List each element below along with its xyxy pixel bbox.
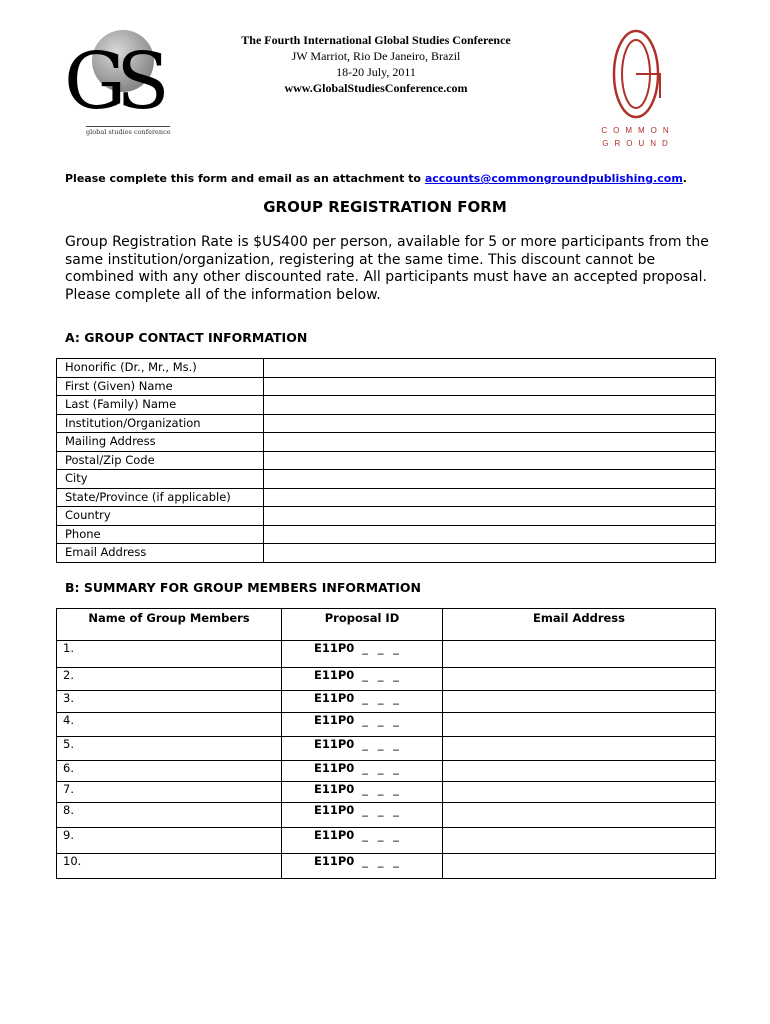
- member-name-cell[interactable]: [57, 803, 282, 828]
- member-email-cell[interactable]: [443, 691, 716, 713]
- contact-row: [57, 470, 716, 489]
- member-name-cell[interactable]: [57, 691, 282, 713]
- contact-field-label: State/Province (if applicable): [57, 488, 264, 507]
- proposal-blanks: _ _ _: [362, 761, 402, 775]
- contact-row: [57, 359, 716, 378]
- contact-row: [57, 451, 716, 470]
- proposal-id-cell[interactable]: [282, 641, 443, 668]
- contact-field-value[interactable]: [264, 414, 716, 433]
- proposal-blanks: _ _ _: [362, 803, 402, 817]
- contact-field-value[interactable]: [264, 359, 716, 378]
- member-row: [57, 691, 716, 713]
- member-number: 2.: [63, 668, 74, 682]
- contact-row: [57, 488, 716, 507]
- proposal-blanks: _ _ _: [362, 691, 402, 705]
- member-email-cell[interactable]: [443, 782, 716, 803]
- member-row: [57, 737, 716, 761]
- contact-field-label: Last (Family) Name: [57, 396, 264, 415]
- contact-field-value[interactable]: [264, 433, 716, 452]
- member-number: 5.: [63, 737, 74, 751]
- contact-field-value[interactable]: [264, 488, 716, 507]
- proposal-prefix: E11P0: [314, 782, 355, 796]
- contact-field-label: Phone: [57, 525, 264, 544]
- proposal-id-cell[interactable]: [282, 828, 443, 854]
- proposal-prefix: E11P0: [314, 761, 355, 775]
- contact-row: [57, 433, 716, 452]
- intro-paragraph: Group Registration Rate is $US400 per person, available for 5 or more participants from the same institution/organization, registering at the same time. This discount cannot be combined with any other discounted rate. All participants must have an accepted proposal. Please complete all of the information below.: [65, 234, 709, 303]
- member-number: 1.: [63, 641, 74, 655]
- contact-row: [57, 544, 716, 563]
- contact-row: [57, 507, 716, 526]
- form-title: GROUP REGISTRATION FORM: [263, 198, 507, 216]
- proposal-prefix: E11P0: [314, 854, 355, 868]
- conference-title: The Fourth International Global Studies Conference: [241, 33, 511, 47]
- contact-field-value[interactable]: [264, 377, 716, 396]
- logo-caption: global studies conference: [86, 128, 171, 136]
- conference-dates: 18-20 July, 2011: [336, 65, 416, 79]
- proposal-blanks: _ _ _: [362, 668, 402, 682]
- member-email-cell[interactable]: [443, 828, 716, 854]
- member-row: [57, 782, 716, 803]
- proposal-id-cell[interactable]: [282, 737, 443, 761]
- contact-field-value[interactable]: [264, 507, 716, 526]
- contact-field-value[interactable]: [264, 396, 716, 415]
- common-ground-logo: [596, 28, 680, 152]
- member-name-cell[interactable]: [57, 828, 282, 854]
- instruction-line: [65, 172, 687, 185]
- proposal-id-cell[interactable]: [282, 713, 443, 737]
- logo-rule: [86, 126, 170, 127]
- member-email-cell[interactable]: [443, 854, 716, 879]
- contact-field-label: Institution/Organization: [57, 414, 264, 433]
- proposal-prefix: E11P0: [314, 691, 355, 705]
- instruction-suffix: .: [682, 172, 687, 185]
- member-number: 10.: [63, 854, 82, 868]
- proposal-prefix: E11P0: [314, 713, 355, 727]
- proposal-id-cell[interactable]: [282, 782, 443, 803]
- column-header-proposal-id: Proposal ID: [282, 609, 443, 641]
- member-name-cell[interactable]: [57, 737, 282, 761]
- member-email-cell[interactable]: [443, 668, 716, 691]
- member-row: [57, 641, 716, 668]
- member-row: [57, 668, 716, 691]
- member-name-cell[interactable]: [57, 668, 282, 691]
- member-row: [57, 854, 716, 879]
- contact-field-value[interactable]: [264, 451, 716, 470]
- contact-field-value[interactable]: [264, 525, 716, 544]
- proposal-blanks: _ _ _: [362, 782, 402, 796]
- conference-venue: JW Marriot, Rio De Janeiro, Brazil: [291, 49, 461, 63]
- member-row: [57, 803, 716, 828]
- proposal-id-cell[interactable]: [282, 803, 443, 828]
- contact-field-value[interactable]: [264, 544, 716, 563]
- global-studies-logo: [62, 28, 172, 148]
- proposal-prefix: E11P0: [314, 828, 355, 842]
- column-header-name: Name of Group Members: [57, 609, 282, 641]
- proposal-id-cell[interactable]: [282, 691, 443, 713]
- logo-word-ground: GROUND: [602, 139, 674, 148]
- member-row: [57, 828, 716, 854]
- logo-letters: GS: [64, 37, 160, 127]
- proposal-blanks: _ _ _: [362, 854, 402, 868]
- contact-field-value[interactable]: [264, 470, 716, 489]
- contact-field-label: Country: [57, 507, 264, 526]
- contact-row: [57, 414, 716, 433]
- common-ground-mark-icon: [596, 28, 680, 124]
- contact-field-label: Mailing Address: [57, 433, 264, 452]
- proposal-prefix: E11P0: [314, 803, 355, 817]
- proposal-id-cell[interactable]: [282, 668, 443, 691]
- contact-row: [57, 396, 716, 415]
- proposal-prefix: E11P0: [314, 737, 355, 751]
- contact-field-label: First (Given) Name: [57, 377, 264, 396]
- contact-field-label: City: [57, 470, 264, 489]
- table-header-row: [57, 609, 716, 641]
- member-row: [57, 761, 716, 782]
- section-b-heading: B: SUMMARY FOR GROUP MEMBERS INFORMATION: [65, 580, 422, 595]
- proposal-blanks: _ _ _: [362, 737, 402, 751]
- member-email-cell[interactable]: [443, 803, 716, 828]
- member-number: 8.: [63, 803, 74, 817]
- proposal-blanks: _ _ _: [362, 828, 402, 842]
- member-row: [57, 713, 716, 737]
- member-email-cell[interactable]: [443, 641, 716, 668]
- member-name-cell[interactable]: [57, 854, 282, 879]
- member-number: 3.: [63, 691, 74, 705]
- conference-header: [200, 32, 552, 96]
- member-email-cell[interactable]: [443, 713, 716, 737]
- contact-row: [57, 377, 716, 396]
- contact-info-table: [56, 358, 716, 563]
- member-name-cell[interactable]: [57, 782, 282, 803]
- member-name-cell[interactable]: [57, 761, 282, 782]
- contact-field-label: Postal/Zip Code: [57, 451, 264, 470]
- member-email-cell[interactable]: [443, 737, 716, 761]
- contact-field-label: Honorific (Dr., Mr., Ms.): [57, 359, 264, 378]
- logo-word-common: COMMON: [601, 126, 675, 135]
- contact-field-label: Email Address: [57, 544, 264, 563]
- proposal-blanks: _ _ _: [362, 713, 402, 727]
- proposal-id-cell[interactable]: [282, 854, 443, 879]
- proposal-id-cell[interactable]: [282, 761, 443, 782]
- contact-row: [57, 525, 716, 544]
- proposal-blanks: _ _ _: [362, 641, 402, 655]
- member-name-cell[interactable]: [57, 641, 282, 668]
- conference-website: www.GlobalStudiesConference.com: [284, 81, 468, 95]
- instruction-text: Please complete this form and email as an attachment to: [65, 172, 421, 185]
- member-number: 6.: [63, 761, 74, 775]
- member-name-cell[interactable]: [57, 713, 282, 737]
- accounts-email-link[interactable]: accounts@commongroundpublishing.com: [424, 172, 683, 185]
- proposal-prefix: E11P0: [314, 668, 355, 682]
- group-members-table: [56, 608, 716, 879]
- member-email-cell[interactable]: [443, 761, 716, 782]
- section-a-heading: A: GROUP CONTACT INFORMATION: [65, 330, 308, 345]
- column-header-email: Email Address: [443, 609, 716, 641]
- proposal-prefix: E11P0: [314, 641, 355, 655]
- member-number: 9.: [63, 828, 74, 842]
- member-number: 7.: [63, 782, 74, 796]
- member-number: 4.: [63, 713, 74, 727]
